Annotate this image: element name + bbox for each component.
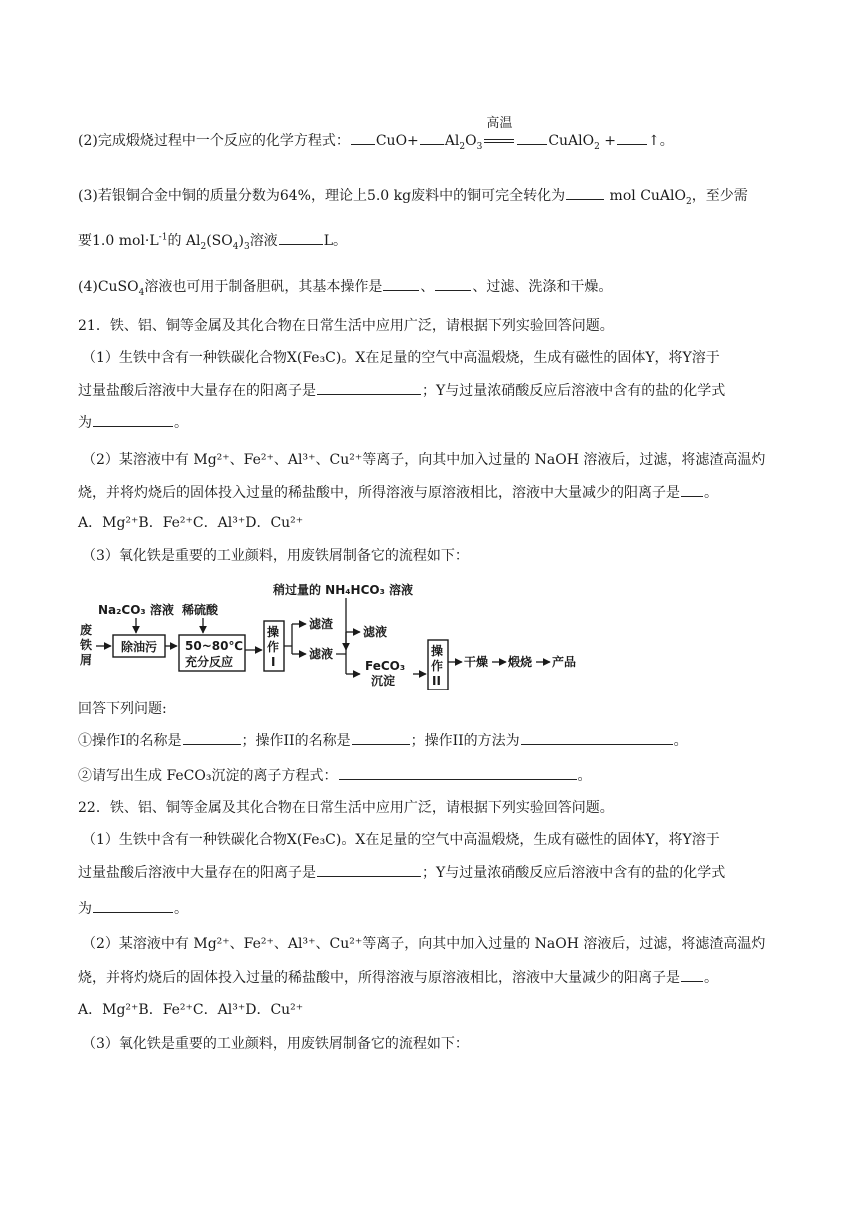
text: ①操作I的名称是 [78, 733, 182, 749]
text: ) [238, 233, 244, 249]
text: 烧，并将灼烧后的固体投入过量的稀盐酸中，所得溶液与原溶液相比，溶液中大量减少的阳离子是 [78, 970, 680, 986]
text: (3)若银铜合金中铜的质量分数为64%，理论上5.0 kg废料中的铜可完全转化为 [78, 188, 566, 204]
q21-part3: （3）氧化铁是重要的工业颜料，用废铁屑制备它的流程如下： [82, 548, 469, 564]
text: 烧，并将灼烧后的固体投入过量的稀盐酸中，所得溶液与原溶液相比，溶液中大量减少的阳离子是 [78, 485, 680, 501]
q22-part2-line1: （2）某溶液中有 Mg²⁺、Fe²⁺、Al³⁺、Cu²⁺等离子，向其中加入过量的 NaOH 溶液后，过滤，将滤渣高温灼 [82, 936, 766, 952]
subscript: 4 [232, 241, 239, 252]
flow-feco3-label: FeCO₃ [365, 659, 406, 673]
q20-part4 [78, 276, 612, 297]
q20-p2-prefix: (2)完成煅烧过程中一个反应的化学方程式： [78, 133, 350, 149]
q22-part1-line2 [78, 862, 725, 883]
flow-box-label: 除油污 [121, 640, 158, 654]
blank [521, 730, 673, 745]
text: 。 [174, 901, 188, 917]
q22-options: A．Mg²⁺B．Fe²⁺C．Al³⁺D．Cu²⁺ [78, 1002, 304, 1018]
q20-part2 [78, 116, 674, 152]
flow-product-label: 产品 [552, 655, 577, 669]
flow-box-label: 作 [431, 659, 444, 673]
q20-part3-line2 [78, 230, 347, 251]
blank [435, 276, 471, 291]
q22-part1-line3 [78, 898, 188, 919]
plus-sign: + [599, 133, 617, 149]
flow-calcine-label: 煅烧 [508, 655, 533, 669]
q20-part3-line1 [78, 185, 748, 206]
subscript: 3 [243, 241, 250, 252]
formula-cuo: CuO+ [375, 133, 419, 149]
q20-p2-tail: ↑。 [648, 133, 674, 149]
text: 溶液 [249, 233, 278, 249]
subscript: 4 [138, 287, 145, 298]
text: 过量盐酸后溶液中大量存在的阳离子是 [78, 383, 316, 399]
flow-box-label: 50~80℃ [185, 639, 243, 653]
formula-cualo2: CuAlO [548, 133, 595, 149]
q21-answer-heading: 回答下列问题: [78, 701, 167, 717]
text: (4)CuSO [78, 279, 139, 295]
q22-title: 22．铁、铝、铜等金属及其化合物在日常生活中应用广泛，请根据下列实验回答问题。 [78, 800, 614, 816]
blank [183, 730, 241, 745]
blank [93, 898, 173, 913]
flow-branch [336, 632, 346, 674]
text: 、 [420, 279, 435, 295]
flow-box-label: 充分反应 [185, 655, 234, 669]
flow-filtrate-label: 滤液 [363, 625, 388, 639]
flow-box-label: I [271, 655, 276, 669]
subscript: 2 [594, 141, 600, 152]
text: ②请写出生成 FeCO₃沉淀的离子方程式： [78, 768, 338, 784]
blank [681, 482, 703, 497]
text: 过量盐酸后溶液中大量存在的阳离子是 [78, 865, 316, 881]
blank [93, 412, 173, 427]
text: 。 [174, 415, 188, 431]
q21-part2-line1: （2）某溶液中有 Mg²⁺、Fe²⁺、Al³⁺、Cu²⁺等离子，向其中加入过量的 NaOH 溶液后，过滤，将滤渣高温灼 [82, 452, 766, 468]
subscript: 3 [476, 141, 483, 152]
subscript: 2 [459, 141, 466, 152]
blank [420, 130, 444, 145]
q21-part2-line2 [78, 482, 718, 503]
reaction-condition-arrow [484, 116, 514, 151]
q21-part1-line3 [78, 412, 188, 433]
reagent-na2co3: Na₂CO₃ 溶液 [98, 603, 174, 617]
subscript: 2 [686, 196, 692, 207]
flow-filtrate-label: 滤液 [309, 647, 334, 661]
text: ；操作II的名称是 [241, 733, 351, 749]
blank [279, 230, 323, 245]
text: 、过滤、洗涤和干燥。 [472, 279, 613, 295]
text: 为 [78, 901, 92, 917]
reagent-nh4hco3: 稍过量的 NH₄HCO₃ 溶液 [273, 583, 414, 597]
text: ，至少需 [691, 188, 748, 204]
flow-box-label: 操 [267, 625, 280, 639]
text: 。 [704, 970, 718, 986]
text: 要1.0 mol·L [78, 233, 159, 249]
q21-subq1 [78, 730, 688, 751]
flow-start-label: 屑 [80, 653, 93, 667]
text: 溶液也可用于制备胆矾，其基本操作是 [144, 279, 383, 295]
text: 。 [673, 733, 688, 749]
q22-part2-line2 [78, 967, 718, 988]
flow-branch [284, 624, 292, 654]
flow-box-label: 操 [431, 644, 444, 658]
flow-box-label: 作 [267, 640, 280, 654]
text: mol CuAlO [605, 188, 686, 204]
text: 为 [78, 415, 92, 431]
flow-precipitate-label: 沉淀 [371, 674, 396, 688]
q21-subq2 [78, 765, 592, 786]
blank [383, 276, 419, 291]
blank [517, 130, 547, 145]
blank [566, 185, 604, 200]
q21-options: A．Mg²⁺B．Fe²⁺C．Al³⁺D．Cu²⁺ [78, 515, 304, 531]
reagent-dilute-sulfuric-acid: 稀硫酸 [182, 603, 219, 617]
flow-box-label: II [432, 674, 441, 688]
blank [351, 130, 375, 145]
flow-residue-label: 滤渣 [309, 617, 334, 631]
text: 。 [577, 768, 592, 784]
text: (SO [206, 233, 233, 249]
blank [617, 130, 647, 145]
superscript: -1 [158, 232, 168, 243]
flow-dry-label: 干燥 [464, 655, 489, 669]
text: ；Y与过量浓硝酸反应后溶液中含有的盐的化学式 [422, 383, 726, 399]
flow-start-label: 废 [80, 623, 93, 637]
text: ；操作II的方法为 [410, 733, 520, 749]
blank [317, 380, 421, 395]
q22-part1-line1: （1）生铁中含有一种铁碳化合物X(Fe₃C)。X在足量的空气中高温煅烧，生成有磁性的固体Y，将Y溶于 [82, 832, 720, 848]
text: ；Y与过量浓硝酸反应后溶液中含有的盐的化学式 [422, 865, 726, 881]
q21-part1-line2 [78, 380, 725, 401]
condition-label: 高温 [486, 116, 513, 131]
flow-start-label: 铁 [80, 638, 93, 652]
q21-part1-line1: （1）生铁中含有一种铁碳化合物X(Fe₃C)。X在足量的空气中高温煅烧，生成有磁性的固体Y，将Y溶于 [82, 350, 720, 366]
blank [352, 730, 410, 745]
blank [317, 862, 421, 877]
blank [339, 765, 577, 780]
process-flow-diagram [78, 582, 598, 690]
q22-part3: （3）氧化铁是重要的工业颜料，用废铁屑制备它的流程如下： [82, 1036, 469, 1052]
blank [681, 967, 703, 982]
formula-al: Al [444, 133, 460, 149]
text: 的 Al [167, 233, 201, 249]
formula-o: O [465, 133, 477, 149]
text: L。 [323, 233, 347, 249]
subscript: 2 [200, 241, 207, 252]
q21-title: 21．铁、铝、铜等金属及其化合物在日常生活中应用广泛，请根据下列实验回答问题。 [78, 318, 614, 334]
text: 。 [704, 485, 718, 501]
